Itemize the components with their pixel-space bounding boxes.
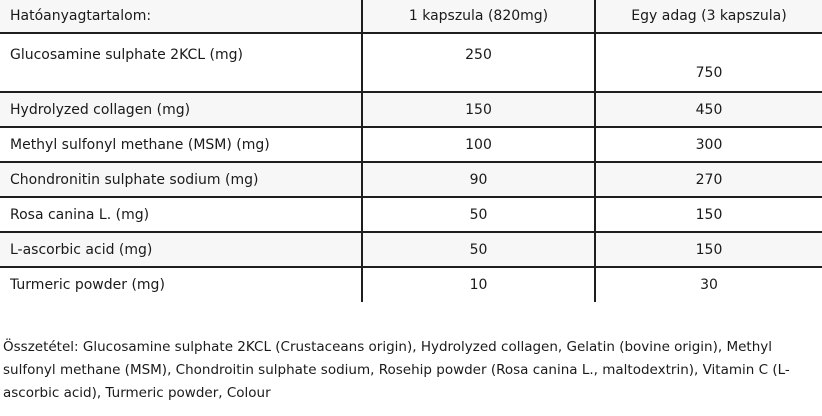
per-capsule-value: 150 [362,92,595,127]
per-serving-value: 30 [595,267,822,302]
ingredient-name: Rosa canina L. (mg) [0,197,362,232]
per-serving-value: 300 [595,127,822,162]
column-header-per-serving: Egy adag (3 kapszula) [595,0,822,33]
per-serving-value: 150 [595,197,822,232]
per-serving-value: 450 [595,92,822,127]
per-serving-value: 150 [595,232,822,267]
table-row [0,127,822,162]
ingredient-name: Glucosamine sulphate 2KCL (mg) [0,33,362,92]
table-row [0,162,822,197]
table-row [0,197,822,232]
ingredient-name: Chondronitin sulphate sodium (mg) [0,162,362,197]
ingredient-name: Methyl sulfonyl methane (MSM) (mg) [0,127,362,162]
column-header-ingredient: Hatóanyagtartalom: [0,0,362,33]
per-serving-value: 750 [595,33,822,92]
table-row [0,33,822,92]
per-serving-value: 270 [595,162,822,197]
per-capsule-value: 250 [362,33,595,92]
ingredient-name: L-ascorbic acid (mg) [0,232,362,267]
composition-paragraph: Összetétel: Glucosamine sulphate 2KCL (Crustaceans origin), Hydrolyzed collagen, Gelatin (bovine origin), Methyl sulfonyl methane (MSM), Chondroitin sulphate sodium, Rosehip powder (Rosa canina L., maltodextrin), Vitamin C (L-ascorbic acid), Turmeric powder, Colour [3,339,790,401]
ingredient-name: Hydrolyzed collagen (mg) [0,92,362,127]
table-row [0,92,822,127]
per-capsule-value: 10 [362,267,595,302]
per-capsule-value: 90 [362,162,595,197]
per-capsule-value: 100 [362,127,595,162]
per-capsule-value: 50 [362,232,595,267]
table-row [0,232,822,267]
table-header-row [0,0,822,33]
table-row [0,267,822,302]
per-capsule-value: 50 [362,197,595,232]
column-header-per-capsule: 1 kapszula (820mg) [362,0,595,33]
ingredient-name: Turmeric powder (mg) [10,277,165,293]
